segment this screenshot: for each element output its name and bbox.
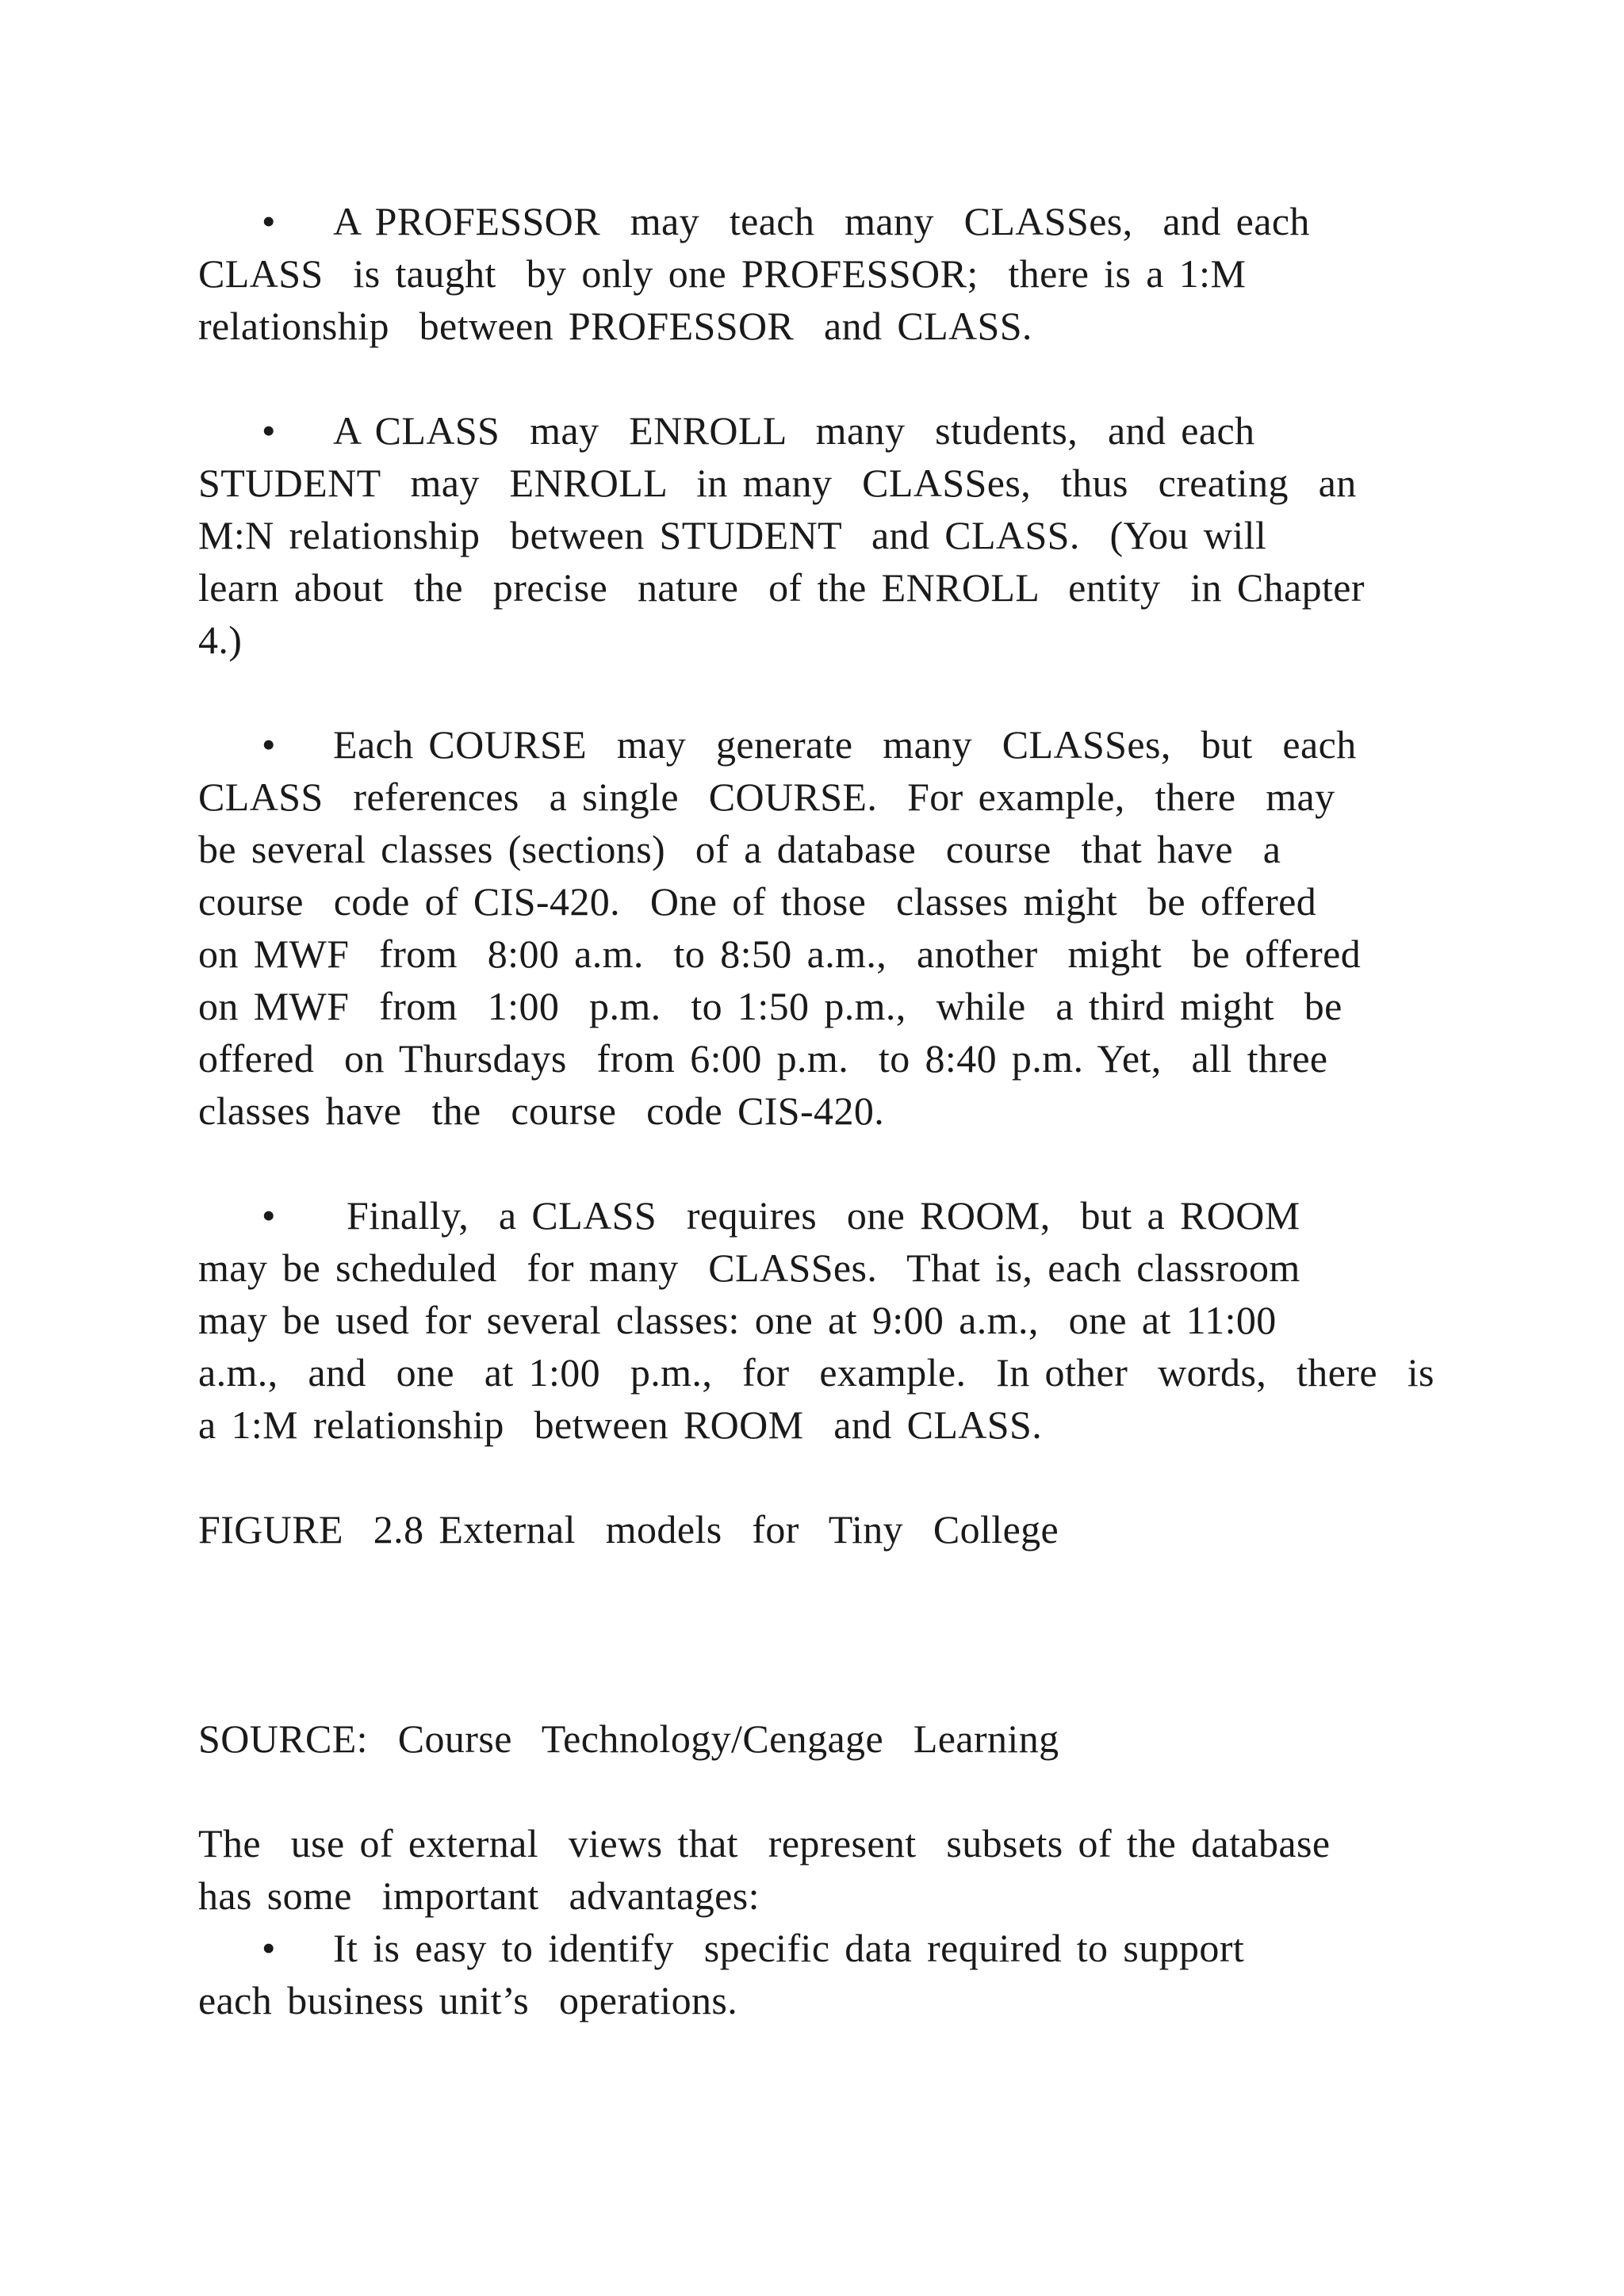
bullet4-line4: a.m., and one at 1:00 p.m., for example. In other words, there is (198, 1350, 1434, 1395)
bullet-marker: • (262, 1193, 276, 1238)
bullet1-line2: CLASS is taught by only one PROFESSOR; there is a 1:M (198, 251, 1247, 296)
bullet5-line1: It is easy to identify specific data required to support (333, 1926, 1245, 1970)
bullet5-line2: each business unit’s operations. (198, 1978, 738, 2022)
figure-source: SOURCE: Course Technology/Cengage Learning (198, 1716, 1059, 1761)
bullet4-line3: may be used for several classes: one at 9:00 a.m., one at 11:00 (198, 1298, 1277, 1342)
bullet2-line2: STUDENT may ENROLL in many CLASSes, thus creating an (198, 461, 1357, 505)
bullet3-line8: classes have the course code CIS-420. (198, 1089, 885, 1133)
bullet2-line4: learn about the precise nature of the ENROLL entity in Chapter (198, 565, 1365, 610)
bullet-marker: • (262, 408, 276, 453)
bullet2-line3: M:N relationship between STUDENT and CLASS. (You will (198, 513, 1267, 557)
bullet4-line1: Finally, a CLASS requires one ROOM, but a ROOM (347, 1193, 1300, 1238)
bullet3-line7: offered on Thursdays from 6:00 p.m. to 8:40 p.m. Yet, all three (198, 1036, 1328, 1081)
bullet3-line2: CLASS references a single COURSE. For example, there may (198, 775, 1335, 819)
paragraph-line1: The use of external views that represent subsets of the database (198, 1821, 1331, 1866)
bullet3-line6: on MWF from 1:00 p.m. to 1:50 p.m., while a third might be (198, 984, 1342, 1028)
bullet3-line1: Each COURSE may generate many CLASSes, but each (333, 722, 1357, 767)
bullet3-line3: be several classes (sections) of a database course that have a (198, 827, 1281, 871)
bullet2-line1: A CLASS may ENROLL many students, and each (333, 408, 1255, 453)
bullet-marker: • (262, 199, 276, 243)
bullet3-line4: course code of CIS-420. One of those classes might be offered (198, 879, 1317, 924)
bullet-marker: • (262, 1926, 276, 1970)
figure-caption: FIGURE 2.8 External models for Tiny College (198, 1507, 1059, 1552)
bullet3-line5: on MWF from 8:00 a.m. to 8:50 a.m., another might be offered (198, 932, 1362, 976)
paragraph-line2: has some important advantages: (198, 1873, 760, 1918)
bullet2-line5: 4.) (198, 618, 243, 662)
bullet4-line5: a 1:M relationship between ROOM and CLASS. (198, 1402, 1043, 1447)
bullet4-line2: may be scheduled for many CLASSes. That is, each classroom (198, 1246, 1300, 1290)
bullet1-line1: A PROFESSOR may teach many CLASSes, and each (333, 199, 1310, 243)
bullet-marker: • (262, 722, 276, 767)
bullet1-line3: relationship between PROFESSOR and CLASS. (198, 304, 1032, 348)
